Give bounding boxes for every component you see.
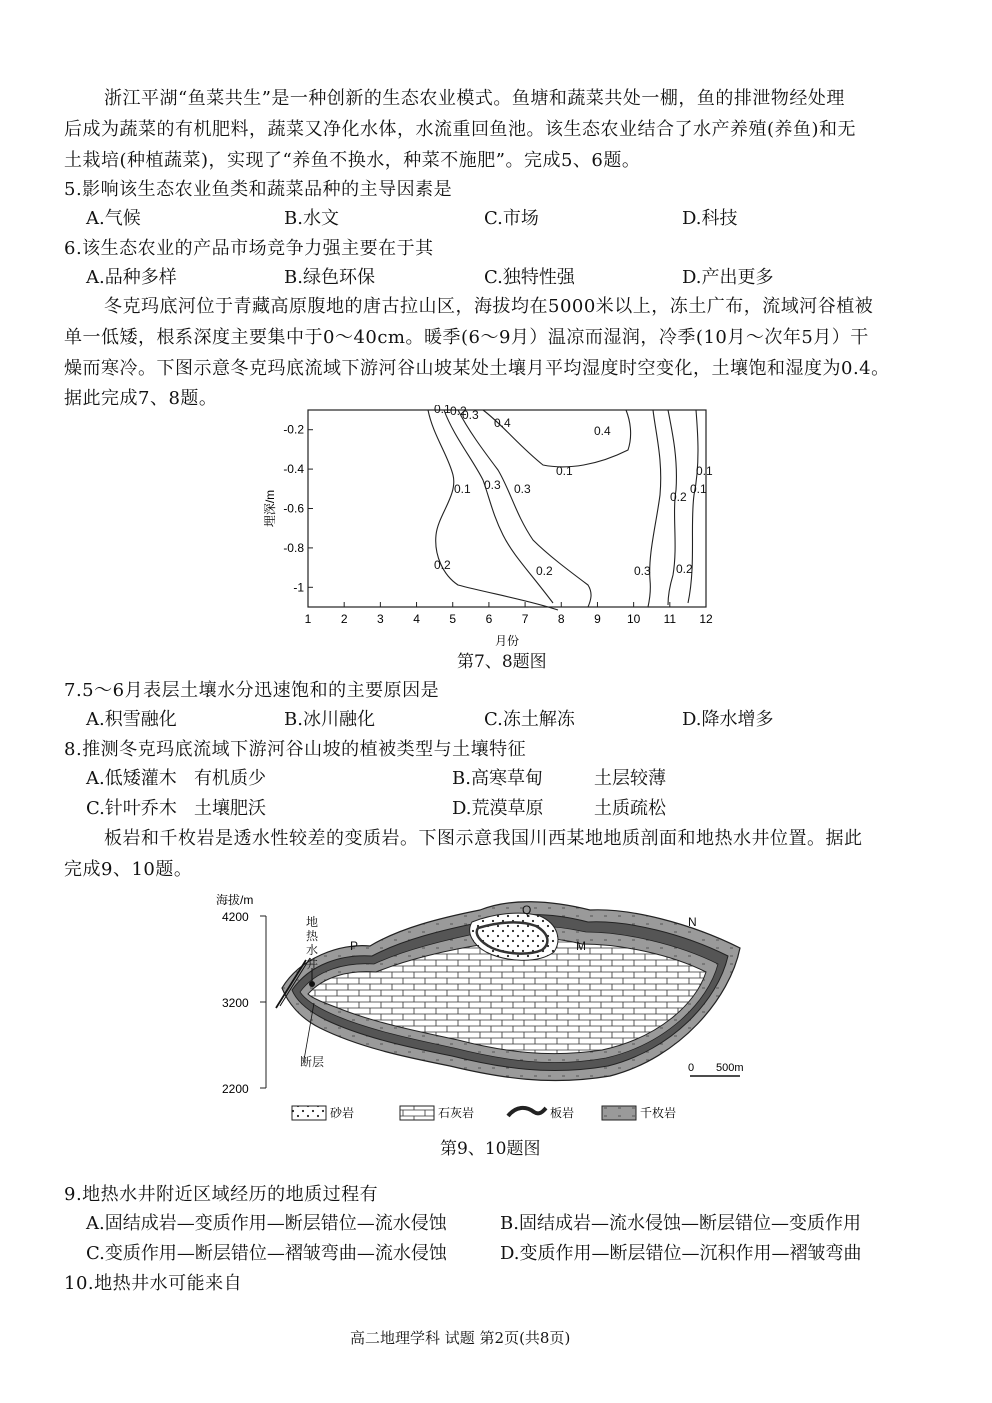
passage2-line-1: 冬克玛底河位于青藏高原腹地的唐古拉山区，海拔均在5000米以上，冻土广布，流域河谷植被 — [104, 296, 874, 317]
contour-label: 0.1 — [434, 405, 451, 416]
elevation-tick-4200: 4200 — [222, 910, 249, 924]
legend-limestone: 石灰岩 — [438, 1106, 475, 1120]
q8-option-a-desc: 有机质少 — [194, 768, 266, 789]
q8-option-b[interactable] — [452, 766, 666, 792]
q7-stem: 7.5～6月表层土壤水分迅速饱和的主要原因是 — [64, 680, 440, 701]
q5-option-b[interactable]: B.水文 — [284, 208, 339, 229]
q9-stem: 9.地热水井附近区域经历的地质过程有 — [64, 1184, 379, 1205]
point-p: P — [350, 939, 359, 953]
x-tick-label-8: 8 — [557, 612, 565, 626]
contour-label: 0.2 — [450, 405, 467, 418]
scale-500m: 500m — [716, 1062, 744, 1074]
y-axis-label: 埋深/m — [263, 489, 277, 528]
chart1-caption: 第7、8题图 — [457, 652, 547, 672]
x-tick-label-12: 12 — [699, 612, 713, 626]
q10-stem: 10.地热井水可能来自 — [64, 1273, 243, 1294]
contour-label: 0.3 — [514, 482, 531, 496]
q8-option-d-label: D.荒漠草原 — [452, 798, 544, 819]
q8-option-a[interactable] — [86, 766, 266, 792]
y-tick-label: -0.4 — [283, 462, 304, 477]
passage3-line-1: 板岩和千枚岩是透水性较差的变质岩。下图示意我国川西某地地质剖面和地热水井位置。据此 — [104, 828, 863, 849]
passage1-line-1: 浙江平湖“鱼菜共生”是一种创新的生态农业模式。鱼塘和蔬菜共处一棚，鱼的排泄物经处理 — [104, 88, 845, 109]
x-tick-label-6: 6 — [485, 612, 493, 626]
x-tick-label-11: 11 — [663, 612, 677, 626]
contour-label: 0.2 — [676, 562, 693, 576]
contour-label: 0.1 — [454, 482, 471, 496]
scale-bar — [688, 1062, 744, 1076]
y-tick-label: -1 — [293, 580, 304, 595]
q7-option-c[interactable]: C.冻土解冻 — [484, 709, 575, 730]
q6-option-c[interactable]: C.独特性强 — [484, 267, 575, 288]
x-tick-label-1: 1 — [304, 612, 312, 626]
soil-moisture-contour-chart — [258, 405, 728, 655]
q9-option-c[interactable]: C.变质作用—断层错位—褶皱弯曲—流水侵蚀 — [86, 1243, 447, 1264]
scale-zero: 0 — [688, 1062, 695, 1074]
well-label-2: 热 — [306, 929, 319, 943]
x-tick-label-2: 2 — [340, 612, 348, 626]
chart2-caption: 第9、10题图 — [440, 1139, 541, 1159]
legend-slate: 板岩 — [550, 1106, 575, 1120]
geo-legend — [292, 1105, 676, 1120]
x-tick-label-10: 10 — [626, 612, 641, 626]
q8-option-d[interactable] — [452, 796, 666, 822]
x-tick-label-7: 7 — [521, 612, 529, 626]
point-n: N — [688, 915, 697, 929]
contour-label: 0.2 — [434, 558, 451, 572]
q5-stem: 5.影响该生态农业鱼类和蔬菜品种的主导因素是 — [64, 179, 453, 200]
q8-option-c-desc: 土壤肥沃 — [194, 798, 266, 819]
q7-option-b[interactable]: B.冰川融化 — [284, 709, 375, 730]
q7-option-d[interactable]: D.降水增多 — [682, 709, 774, 730]
well-label-1: 地 — [306, 915, 319, 929]
q6-option-a[interactable]: A.品种多样 — [86, 267, 177, 288]
x-axis-label: 月份 — [494, 634, 520, 648]
passage2-line-4: 据此完成7、8题。 — [64, 388, 218, 409]
contour-label: 0.3 — [484, 478, 501, 492]
q8-stem: 8.推测冬克玛底流域下游河谷山坡的植被类型与土壤特征 — [64, 739, 527, 760]
passage3-line-2: 完成9、10题。 — [64, 859, 193, 880]
elevation-axis — [216, 892, 266, 1096]
q6-option-b[interactable]: B.绿色环保 — [284, 267, 375, 288]
fault-label: 断层 — [300, 1055, 325, 1069]
x-tick-label-9: 9 — [594, 612, 601, 626]
chart-axes — [263, 410, 713, 648]
q9-option-a[interactable]: A.固结成岩—变质作用—断层错位—流水侵蚀 — [86, 1213, 447, 1234]
point-q: Q — [522, 903, 532, 917]
well-label-3: 水 — [306, 943, 319, 957]
q6-stem: 6.该生态农业的产品市场竞争力强主要在于其 — [64, 238, 434, 259]
q5-option-c[interactable]: C.市场 — [484, 208, 539, 229]
q8-option-b-label: B.高寒草甸 — [452, 768, 543, 789]
q8-option-b-desc: 土层较薄 — [594, 768, 666, 789]
contour-label: 0.4 — [494, 416, 511, 430]
passage1-line-2: 后成为蔬菜的有机肥料，蔬菜又净化水体，水流重回鱼池。该生态农业结合了水产养殖(养鱼)和无 — [64, 119, 857, 140]
contour-label: 0.1 — [696, 464, 713, 478]
q8-option-c[interactable] — [86, 796, 266, 822]
y-tick-label: -0.6 — [283, 501, 304, 516]
q5-option-a[interactable]: A.气候 — [86, 208, 141, 229]
q8-option-d-desc: 土质疏松 — [594, 798, 666, 819]
x-tick-label-4: 4 — [413, 612, 420, 626]
q7-option-a[interactable]: A.积雪融化 — [86, 709, 177, 730]
passage2-line-2: 单一低矮，根系深度主要集中于0～40cm。暖季(6～9月）温凉而湿润，冷季(10月～次年5月）干 — [64, 327, 869, 348]
y-tick-label: -0.8 — [283, 540, 304, 555]
page-footer: 高二地理学科 试题 第2页(共8页) — [350, 1329, 571, 1347]
x-tick-label-3: 3 — [377, 612, 384, 626]
q9-option-b[interactable]: B.固结成岩—流水侵蚀—断层错位—变质作用 — [500, 1213, 861, 1234]
contour-label: 0.2 — [670, 490, 687, 504]
y-tick-label: -0.2 — [283, 422, 304, 437]
contour-label: 0.3 — [634, 564, 651, 578]
legend-sandstone: 砂岩 — [330, 1106, 355, 1120]
point-m: M — [576, 939, 586, 953]
contour-label: 0.1 — [556, 464, 573, 478]
q9-option-d[interactable]: D.变质作用—断层错位—沉积作用—褶皱弯曲 — [500, 1243, 862, 1264]
contour-labels — [434, 405, 713, 578]
elevation-tick-3200: 3200 — [222, 996, 249, 1010]
elevation-tick-2200: 2200 — [222, 1082, 249, 1096]
legend-phyllite: 千枚岩 — [640, 1106, 677, 1120]
contour-lines — [428, 410, 698, 610]
q8-option-c-label: C.针叶乔木 — [86, 798, 177, 819]
passage1-line-3: 土栽培(种植蔬菜)，实现了“养鱼不换水，种菜不施肥”。完成5、6题。 — [64, 150, 641, 171]
q5-option-d[interactable]: D.科技 — [682, 208, 738, 229]
contour-label: 0.2 — [536, 564, 553, 578]
geologic-cross-section — [210, 888, 770, 1128]
x-tick-label-5: 5 — [449, 612, 457, 626]
contour-label: 0.3 — [462, 408, 479, 422]
well-label-4: 井 — [306, 957, 319, 971]
q6-option-d[interactable]: D.产出更多 — [682, 267, 774, 288]
elevation-axis-label: 海拔/m — [216, 893, 254, 907]
q8-option-a-label: A.低矮灌木 — [86, 768, 177, 789]
passage2-line-3: 燥而寒冷。下图示意冬克玛底流域下游河谷山坡某处土壤月平均湿度时空变化，土壤饱和湿度为0.4。 — [64, 358, 890, 379]
contour-label: 0.4 — [594, 424, 611, 438]
contour-0.3-left — [458, 410, 591, 607]
contour-label: 0.1 — [690, 482, 707, 496]
